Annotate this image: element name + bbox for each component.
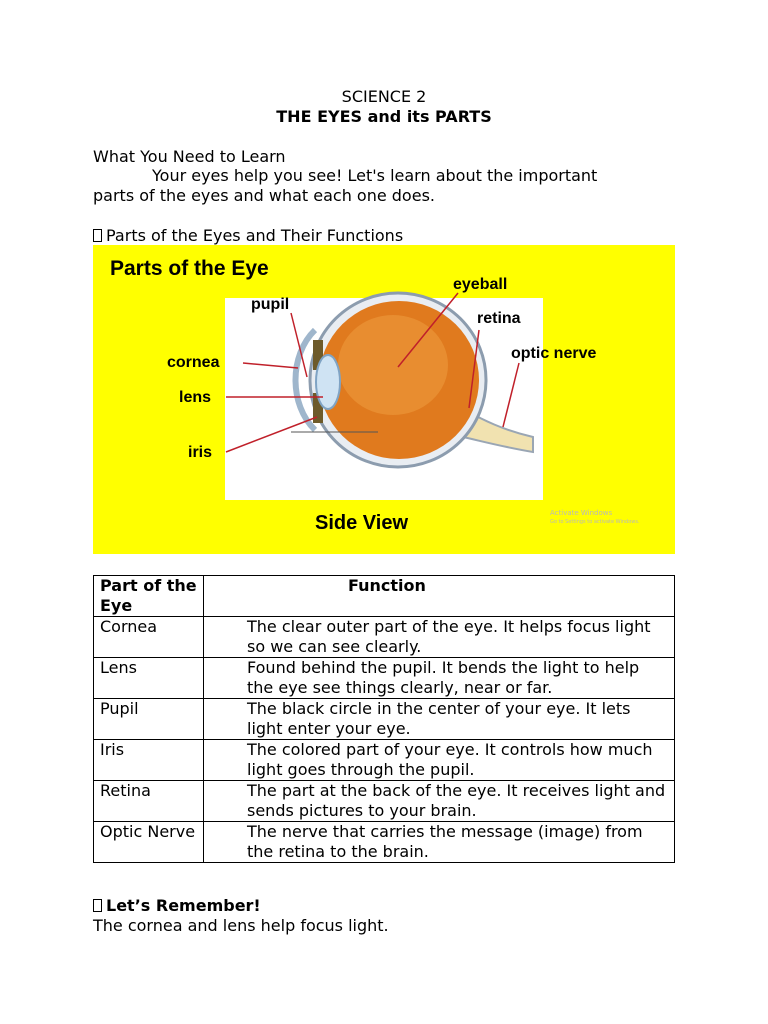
remember-heading xyxy=(93,896,261,916)
section-heading xyxy=(93,226,403,246)
intro-line-1: Your eyes help you see! Let's learn about the important xyxy=(152,166,598,185)
remember-title: Let’s Remember! xyxy=(106,896,261,915)
intro-line-2: parts of the eyes and what each one does. xyxy=(93,186,435,205)
function-cell: The nerve that carries the message (image) from the retina to the brain. xyxy=(204,822,675,863)
part-cell: Lens xyxy=(94,658,204,699)
table-row xyxy=(94,617,675,658)
eye-diagram xyxy=(93,245,675,554)
part-cell: Pupil xyxy=(94,699,204,740)
table-row xyxy=(94,740,675,781)
page-title: THE EYES and its PARTS xyxy=(276,107,492,126)
label-retina: retina xyxy=(477,310,521,327)
eye-diagram-svg xyxy=(93,245,675,554)
eyeball-highlight xyxy=(338,315,448,415)
table-header-row xyxy=(94,576,675,617)
box-glyph-icon xyxy=(93,899,102,912)
part-cell: Retina xyxy=(94,781,204,822)
section-title: Parts of the Eyes and Their Functions xyxy=(106,226,404,245)
watermark-line-1: Activate Windows xyxy=(550,509,613,517)
lens-shape xyxy=(316,355,340,409)
label-eyeball: eyeball xyxy=(453,276,508,293)
table-row xyxy=(94,699,675,740)
label-pupil: pupil xyxy=(251,296,290,313)
box-glyph-icon xyxy=(93,229,102,242)
subject-title: SCIENCE 2 xyxy=(341,87,427,106)
table-row xyxy=(94,781,675,822)
part-cell: Iris xyxy=(94,740,204,781)
remember-text: The cornea and lens help focus light. xyxy=(93,916,389,935)
function-cell: The colored part of your eye. It controls how much light goes through the pupil. xyxy=(204,740,675,781)
watermark-line-2: Go to Settings to activate Windows. xyxy=(550,519,640,525)
header-part: Part of the Eye xyxy=(94,576,204,617)
figure-title: Parts of the Eye xyxy=(110,257,269,280)
label-iris: iris xyxy=(188,444,213,461)
label-cornea: cornea xyxy=(167,354,220,371)
function-cell: The clear outer part of the eye. It helps focus light so we can see clearly. xyxy=(204,617,675,658)
function-cell: The black circle in the center of your eye. It lets light enter your eye. xyxy=(204,699,675,740)
intro-heading: What You Need to Learn xyxy=(93,147,286,166)
label-lens: lens xyxy=(179,389,212,406)
table-row xyxy=(94,658,675,699)
table-row xyxy=(94,822,675,863)
part-cell: Cornea xyxy=(94,617,204,658)
header-function: Function xyxy=(204,576,675,617)
parts-table xyxy=(93,575,675,863)
function-cell: Found behind the pupil. It bends the light to help the eye see things clearly, near or far. xyxy=(204,658,675,699)
figure-caption: Side View xyxy=(315,512,409,534)
function-cell: The part at the back of the eye. It receives light and sends pictures to your brain. xyxy=(204,781,675,822)
part-cell: Optic Nerve xyxy=(94,822,204,863)
label-optic-nerve: optic nerve xyxy=(511,345,597,362)
